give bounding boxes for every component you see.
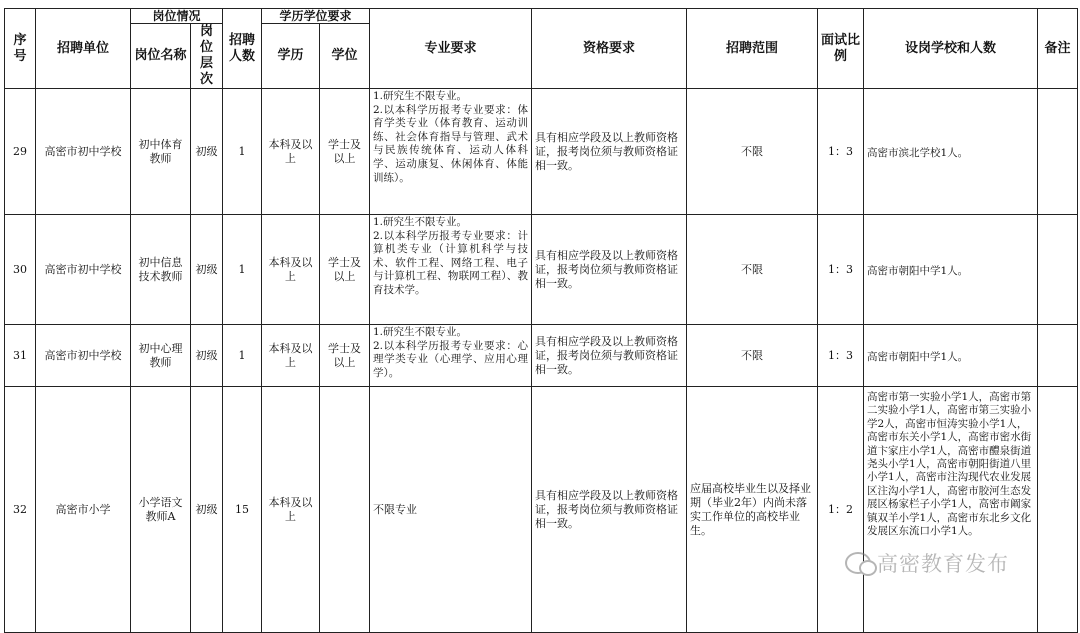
row-post-level: 初级 bbox=[191, 215, 223, 325]
row-count: 1 bbox=[223, 215, 262, 325]
row-degree: 学士及以上 bbox=[320, 89, 370, 215]
row-qualification: 具有相应学段及以上教师资格证，报考岗位须与教师资格证相一致。 bbox=[532, 89, 687, 215]
row-post-level: 初级 bbox=[191, 387, 223, 633]
row-schools: 高密市朝阳中学1人。 bbox=[864, 215, 1038, 325]
row-remark bbox=[1038, 215, 1078, 325]
header-post-name: 岗位名称 bbox=[131, 24, 191, 89]
row-unit: 高密市小学 bbox=[36, 387, 131, 633]
row-post-name: 小学语文教师A bbox=[131, 387, 191, 633]
header-remark: 备注 bbox=[1038, 9, 1078, 89]
header-post-group: 岗位情况 bbox=[131, 9, 223, 24]
row-seq: 32 bbox=[5, 387, 36, 633]
header-qualification: 资格要求 bbox=[532, 9, 687, 89]
row-remark bbox=[1038, 325, 1078, 387]
table-row bbox=[5, 89, 1078, 215]
header-ratio: 面试比例 bbox=[818, 9, 864, 89]
row-count: 15 bbox=[223, 387, 262, 633]
row-post-level: 初级 bbox=[191, 325, 223, 387]
header-seq: 序号 bbox=[5, 9, 36, 89]
row-post-name: 初中体育教师 bbox=[131, 89, 191, 215]
row-ratio: 1：3 bbox=[818, 325, 864, 387]
table-row bbox=[5, 387, 1078, 633]
row-ratio: 1：3 bbox=[818, 215, 864, 325]
row-remark bbox=[1038, 387, 1078, 633]
watermark-text: 高密教育发布 bbox=[877, 552, 1009, 576]
row-count: 1 bbox=[223, 89, 262, 215]
row-scope: 不限 bbox=[687, 89, 818, 215]
row-seq: 29 bbox=[5, 89, 36, 215]
row-education: 本科及以上 bbox=[262, 387, 320, 633]
row-unit: 高密市初中学校 bbox=[36, 89, 131, 215]
wechat-icon bbox=[845, 552, 871, 574]
row-degree bbox=[320, 387, 370, 633]
row-post-name: 初中心理教师 bbox=[131, 325, 191, 387]
header-education: 学历 bbox=[262, 24, 320, 89]
row-major: 1.研究生不限专业。 2.以本科学历报考专业要求：心理学类专业（心理学、应用心理学）。 bbox=[370, 325, 532, 387]
row-major: 1.研究生不限专业。 2.以本科学历报考专业要求：体育学类专业（体育教育、运动训练、社会体育指导与管理、武术与民族传统体育、运动人体科学、运动康复、休闲体育、体能训练）。 bbox=[370, 89, 532, 215]
row-seq: 31 bbox=[5, 325, 36, 387]
header-major: 专业要求 bbox=[370, 9, 532, 89]
row-count: 1 bbox=[223, 325, 262, 387]
row-ratio: 1：3 bbox=[818, 89, 864, 215]
row-schools: 高密市滨北学校1人。 bbox=[864, 89, 1038, 215]
row-post-level: 初级 bbox=[191, 89, 223, 215]
watermark bbox=[845, 546, 1055, 580]
row-degree: 学士及以上 bbox=[320, 215, 370, 325]
row-remark bbox=[1038, 89, 1078, 215]
row-qualification: 具有相应学段及以上教师资格证，报考岗位须与教师资格证相一致。 bbox=[532, 325, 687, 387]
row-ratio: 1：2 bbox=[818, 387, 864, 633]
table-row bbox=[5, 215, 1078, 325]
header-post-level: 岗位层次 bbox=[191, 24, 223, 89]
row-scope: 应届高校毕业生以及择业期（毕业2年）内尚未落实工作单位的高校毕业生。 bbox=[687, 387, 818, 633]
row-degree: 学士及以上 bbox=[320, 325, 370, 387]
header-unit: 招聘单位 bbox=[36, 9, 131, 89]
header-schools: 设岗学校和人数 bbox=[864, 9, 1038, 89]
row-unit: 高密市初中学校 bbox=[36, 215, 131, 325]
row-education: 本科及以上 bbox=[262, 325, 320, 387]
row-scope: 不限 bbox=[687, 215, 818, 325]
row-unit: 高密市初中学校 bbox=[36, 325, 131, 387]
row-major: 1.研究生不限专业。 2.以本科学历报考专业要求：计算机类专业（计算机科学与技术、软件工程、网络工程、电子与计算机工程、物联网工程）、教育技术学。 bbox=[370, 215, 532, 325]
row-post-name: 初中信息技术教师 bbox=[131, 215, 191, 325]
header-scope: 招聘范围 bbox=[687, 9, 818, 89]
row-qualification: 具有相应学段及以上教师资格证，报考岗位须与教师资格证相一致。 bbox=[532, 215, 687, 325]
row-qualification: 具有相应学段及以上教师资格证，报考岗位须与教师资格证相一致。 bbox=[532, 387, 687, 633]
row-major: 不限专业 bbox=[370, 387, 532, 633]
recruitment-table bbox=[4, 8, 1078, 633]
header-degree: 学位 bbox=[320, 24, 370, 89]
row-education: 本科及以上 bbox=[262, 215, 320, 325]
row-seq: 30 bbox=[5, 215, 36, 325]
row-schools: 高密市朝阳中学1人。 bbox=[864, 325, 1038, 387]
row-education: 本科及以上 bbox=[262, 89, 320, 215]
header-edu-group: 学历学位要求 bbox=[262, 9, 370, 24]
row-scope: 不限 bbox=[687, 325, 818, 387]
header-count: 招聘人数 bbox=[223, 9, 262, 89]
table-row bbox=[5, 325, 1078, 387]
row-schools: 高密市第一实验小学1人，高密市第二实验小学1人，高密市第三实验小学2人，高密市恒涛实验小学1人，高密市东关小学1人，高密市密水街道卞家庄小学1人，高密市醴泉街道尧头小学1人，高密市朝阳街道八里小学1人，高密市注沟现代农业发展区注沟小学1人，高密市胶河生态发展区杨家栏子小学1人，高密市阚家镇双羊小学1人，高密市东北乡文化发展区东流口小学1人。 bbox=[864, 387, 1038, 633]
